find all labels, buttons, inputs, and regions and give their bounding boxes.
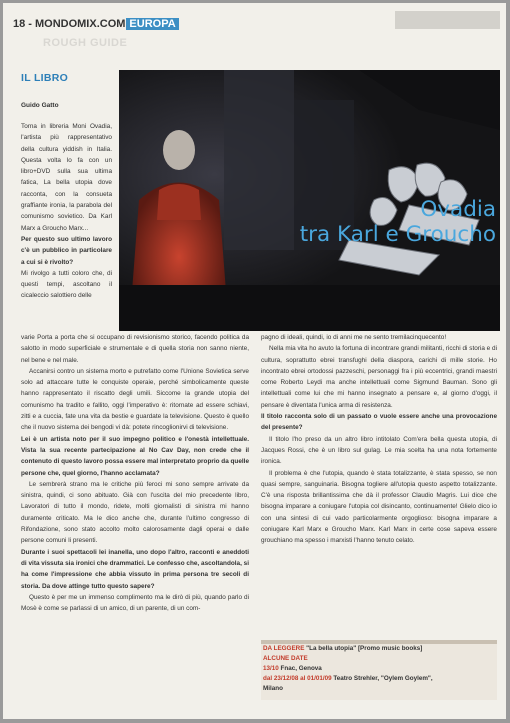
date-2-city: Milano — [263, 685, 283, 692]
paragraph: Le sembrerà strano ma le critiche più feroci mi sono sempre arrivate da sinistra, quindi, ci sono abituato. Già con l'uscita del mio precedente libro, Lavoratori di tutto il mondo, ridete, molti giornalisti di sinistra mi hanno duramente criticato. Ma le dico anche che, durante l'ultimo congresso di Rifondazione, sono stato accolto molto calorosamente dagli operai e dalle persone comuni li presenti. — [21, 480, 249, 545]
page-header — [13, 17, 179, 31]
date-2-venue: Teatro Strehler, "Oylem Goylem", — [333, 675, 433, 682]
date-1-venue: Fnac, Genova — [280, 665, 322, 672]
info-box — [261, 640, 497, 700]
question: Il titolo racconta solo di un passato o vuole essere anche una provocazione del presente? — [261, 413, 497, 432]
date-2: dal 23/12/08 al 01/01/09 — [263, 675, 332, 682]
paragraph: Questo è per me un immenso complimento ma le dirò di più, quando parlo di Mosè è come se parlassi di un amico, di un parente, di un com- — [21, 593, 249, 613]
magazine-page — [3, 3, 506, 719]
section-label: EUROPA — [126, 18, 178, 30]
paragraph: Nella mia vita ho avuto la fortuna di incontrare grandi militanti, ricchi di storia e di cultura, soprattutto ebrei transfughi della diaspora, carichi di mille storie. Ho incontrato ebrei ortodossi pazzeschi, personaggi fra i più eccentrici, grandi maestri come Roberto Leydi ma anche intellettuali come Sigmund Bauman. Sono gli intellettuali come lui che mi hanno insegnato a pensare e, al giorno d'oggi, il pensare è diventata l'unica arma di resistenza. — [261, 345, 497, 409]
kicker: IL LIBRO — [21, 72, 69, 84]
body-column-2 — [261, 332, 497, 547]
headline-line-1: Ovadia — [420, 197, 496, 222]
author: Guido Gatto — [21, 102, 59, 109]
paragraph: varie Porta a porta che si occupano di revisionismo storico, facendo politica da salotto in modo superficiale e strumentale e di quella storia non sanno niente, nel bene e nel male. — [21, 334, 249, 364]
book-title: "La bella utopia" [Promo music books] — [306, 645, 423, 652]
question: Per questo suo ultimo lavoro c'è un pubblico in particolare a cui si è rivolto? — [21, 235, 112, 266]
headline-line-2: tra Karl e Groucho — [299, 222, 496, 247]
paragraph: Il titolo l'ho preso da un altro libro intitolato Com'era bella questa utopia, di Jacques Rossi, che è un libro sul gulag. Le mia scelta ha una nota fortemente ironica. — [261, 435, 497, 466]
question: Durante i suoi spettacoli lei inanella, uno dopo l'altro, racconti e aneddoti di vita vissuta sia ironici che drammatici. Le confesso che, ascoltandola, si ha come l'impressione che abbia vissuto in prima persona tre secoli di storia. Da dove attinge tutto questo sapere? — [21, 548, 249, 590]
paragraph: Mi rivolgo a tutti coloro che, di questi tempi, ascoltano il cicaleccio salottiero delle — [21, 269, 112, 300]
paragraph: pagno di ideali, quindi, io di anni me ne sento tremilacinquecento! — [261, 334, 447, 341]
site-name: MONDOMIX.COM — [34, 18, 126, 30]
body-column-1-top — [21, 121, 112, 302]
ghost-text: ROUGH GUIDE — [43, 37, 128, 49]
page-number: 18 - — [13, 18, 32, 30]
date-1: 13/10 — [263, 665, 279, 672]
paragraph: Torna in libreria Moni Ovadia, l'artista più rappresentativo della cultura yiddish in Italia. Questa volta lo fa con un libro+DVD sulla sua ultima fatica, La bella utopia dove racconta, con la consueta graffiante ironia, la parabola del comunismo sovietico. Da Karl Marx a Groucho Marx... — [21, 123, 112, 232]
paragraph: Accanirsi contro un sistema morto e putrefatto come l'Unione Sovietica serve solo ad attaccare tutte le conquiste operaie, perché simbolicamente queste hanno rappresentato il riscatto degli umili. Siccome la grande utopia del comunismo ha tradito e fallito, oggi l'imperativo è: ritornate ad essere schiavi, zitti e a cuccia, fate una vita da bestie e guardate la televisione. Questo è quello che il nuovo sistema dei bengodi vi dà: potete rincoglionirvi di televisione. — [21, 367, 249, 432]
info-label-read: DA LEGGERE — [263, 645, 305, 652]
info-label-dates: ALCUNE DATE — [263, 655, 308, 662]
masthead-ghost-block — [395, 11, 500, 29]
question: Lei è un artista noto per il suo impegno politico e l'onestà intellettuale. Vista la sua recente partecipazione al No Cav Day, non crede che il contenuto di questo lavoro possa essere mal interpretato proprio da quelle persone che, quel giorno, l'hanno acclamata? — [21, 435, 249, 477]
paragraph: Il problema è che l'utopia, quando è stata totalizzante, è stata spesso, se non quasi sempre, sanguinaria. Bisogna togliere all'utopia questo aspetto totalizzante. C'è una risposta brillantissima che dà il professor Claudio Magris. Lui dice che bisogna imparare a coniugare l'utopia col disincanto, continuamente! Glielo dico io con una sintesi di cui vado particolarmente orgoglioso: bisogna imparare a coniugare Karl Marx e Groucho Marx. Karl Marx in certe cose sapeva essere grouchiano ma spesso i marxisti l'hanno tenuto celato. — [261, 469, 497, 545]
body-column-1-bottom — [21, 332, 249, 614]
